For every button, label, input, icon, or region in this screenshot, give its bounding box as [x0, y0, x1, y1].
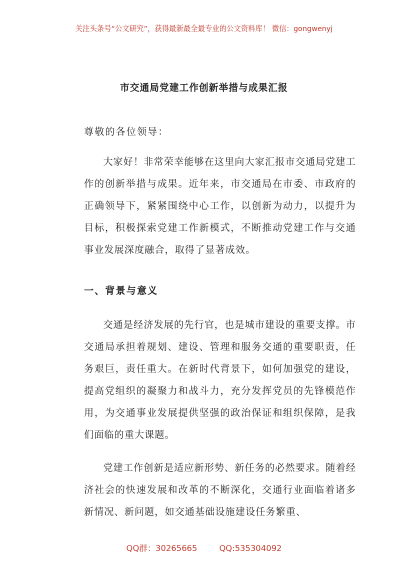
document-title: 市交通局党建工作创新举措与成果汇报 [120, 83, 288, 94]
footer-qq: QQ:535304092 [219, 543, 282, 553]
section-heading: 一、背景与意义 [84, 286, 159, 297]
salutation: 尊敬的各位领导： [84, 127, 169, 138]
intro-text: 大家好！非常荣幸能够在这里向大家汇报市交通局党建工作的创新举措与成果。近年来，市交通局在市委、市政府的正确领导下，紧紧围绕中心工作，以创新为动力，以提升为目标，积极探索党建工作新模式，不断推动党建工作与交通事业发展深度融合，取得了显著成效。 [84, 157, 356, 256]
intro-paragraph [84, 152, 356, 262]
header-notice: 关注头条号“公文研究”，获得最新最全最专业的公文资料库！ 微信：gongwenyj [75, 24, 333, 33]
footer-contact [0, 543, 408, 554]
section-paragraph-2 [84, 458, 356, 524]
section-paragraph-2-text: 党建工作创新是适应新形势、新任务的必然要求。随着经济社会的快速发展和改革的不断深化，交通行业面临着诸多新情况、新问题，如交通基础设施建设任务繁重、 [84, 463, 356, 518]
section-paragraph-1-text: 交通是经济发展的先行官，也是城市建设的重要支撑。市交通局承担着规划、建设、管理和服务交通的重要职责，任务艰巨，责任重大。在新时代背景下，如何加强党的建设，提高党组织的凝聚力和战斗力，充分发挥党员的先锋模范作用，为交通事业发展提供坚强的政治保证和组织保障，是我们面临的重大课题。 [84, 320, 356, 441]
section-paragraph-1 [84, 315, 356, 447]
footer-qq-group: QQ群：30265665 [126, 543, 198, 553]
